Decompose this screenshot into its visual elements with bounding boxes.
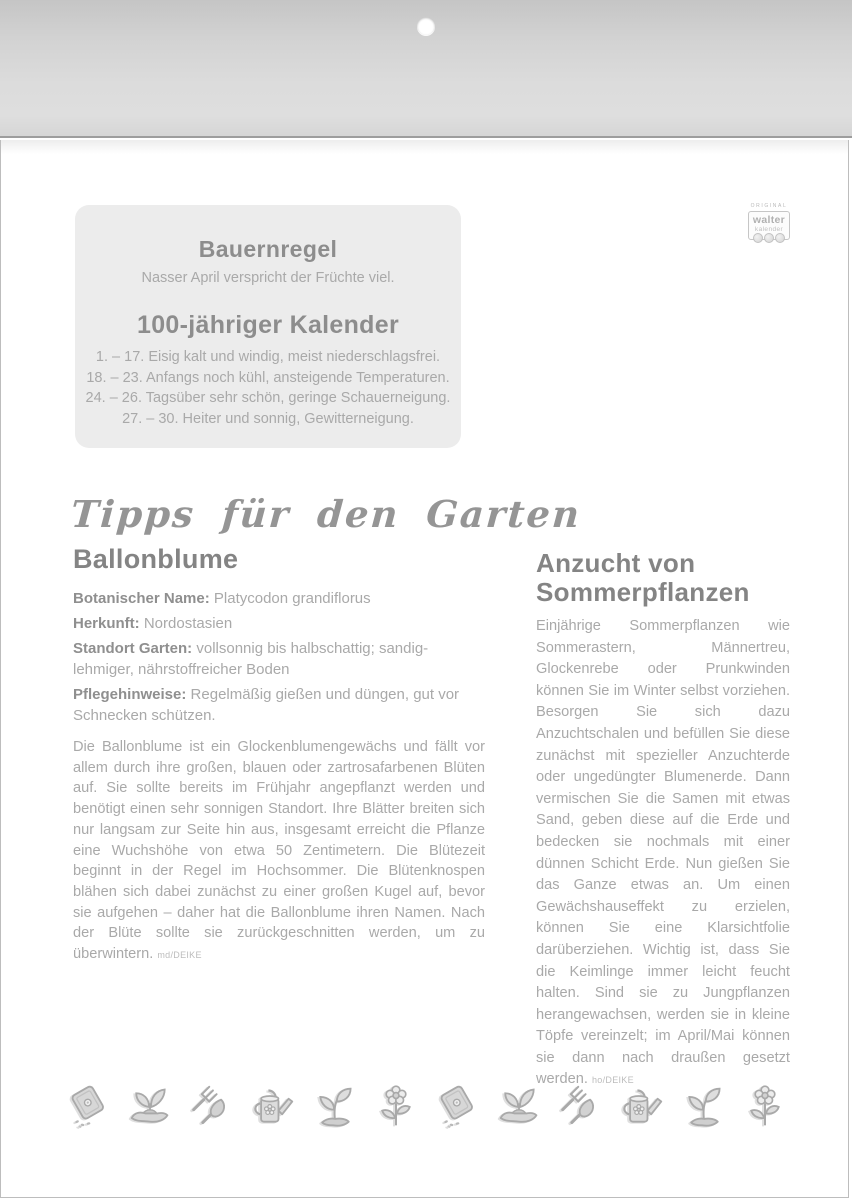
article-title: Anzucht von Sommerpflanzen [536, 548, 750, 607]
fact-value: Regelmäßig gießen und düngen, gut vor Schnecken schützen. [73, 686, 460, 724]
article-body-text: Einjährige Sommerpflanzen wie Sommerastern, Männertreu, Glockenrebe oder Prunkwinden können Sie im Winter selbst vorziehen. Besorgen Sie sich dazu Anzuchtschalen und befüllen Sie diese zunächst mit spezieller Anzuchterde oder ungedüngter Blumenerde. Dann vermischen Sie die Samen mit etwas Sand, geben diese auf die Erde und bedecken sie nochmals mit einer dünnen Schicht Erde. Nun gießen Sie das Ganze etwas an. Um einen Gewächshauseffekt zu erzielen, können Sie eine Klarsichtfolie darüberziehen. Wichtig ist, dass Sie die Keimlinge immer leicht feucht halten. Sind sie zu Jungpflanzen herangewachsen, werden sie in kleine Töpfe vereinzelt; im April/Mai können sie dann nach draußen gesetzt werden. [536, 618, 790, 1088]
garden-tools-icon [190, 1082, 234, 1132]
garden-icon-strip [67, 1082, 787, 1132]
fact-label: Standort Garten: [73, 640, 193, 657]
fact-row [73, 638, 485, 680]
article-title: Ballonblume [73, 544, 239, 574]
article-anzucht [536, 549, 790, 1092]
fact-label: Herkunft: [73, 615, 140, 632]
article-credit: md/DEIKE [157, 950, 202, 961]
walter-kalender-logo [745, 203, 793, 243]
article-ballonblume [73, 544, 485, 730]
forecast-list [75, 347, 461, 429]
logo-brand-sub: kalender [754, 226, 784, 233]
fact-value: Nordostasien [143, 615, 233, 632]
watering-can-icon [251, 1082, 295, 1132]
page-top-shadow [1, 140, 848, 154]
section-title: Tipps für den Garten [69, 492, 583, 536]
fact-row [73, 588, 485, 609]
garden-tools-icon [559, 1082, 603, 1132]
article-credit: ho/DEIKE [591, 1075, 634, 1086]
logo-medal-icons [745, 233, 793, 243]
hand-seedling-icon [128, 1082, 172, 1132]
calendar-back-page [0, 140, 849, 1198]
hand-seedling-icon [497, 1082, 541, 1132]
forecast-line: 27. – 30. Heiter und sonnig, Gewitterneigung. [122, 410, 414, 427]
medal-icon [764, 233, 774, 243]
sprout-icon [313, 1082, 357, 1132]
fact-row [73, 684, 485, 726]
hundred-year-calendar-heading: 100-jähriger Kalender [137, 311, 399, 339]
bauernregel-text: Nasser April verspricht der Früchte viel. [141, 270, 395, 286]
seed-packet-icon [67, 1082, 111, 1132]
seed-packet-icon [436, 1082, 480, 1132]
punch-hole [417, 17, 435, 35]
fact-value: vollsonnig bis halbschattig; sandig-lehmiger, nährstoffreicher Boden [73, 640, 429, 678]
forecast-line: 24. – 26. Tagsüber sehr schön, geringe Schauerneigung. [85, 390, 451, 406]
fact-label: Botanischer Name: [73, 590, 210, 607]
fact-label: Pflegehinweise: [73, 686, 187, 703]
bauernregel-heading: Bauernregel [198, 236, 338, 262]
article-body-text: Die Ballonblume ist ein Glockenblumengewächs und fällt vor allem durch ihre großen, blauen oder zartrosafarbenen Blüten auf. Sie sollte bereits im Frühjahr angepflanzt werden und benötigt einen sehr sonnigen Standort. Ihre Blätter breiten sich nur langsam zur Seite hin aus, insgesamt erreicht die Pflanze eine Wuchshöhe von etwa 50 Zentimetern. Die Blütezeit beginnt in der Regel im Hochsommer. Die Blütenknospen blähen sich dabei zunächst zu einer großen Kugel auf, bevor sie aufgehen – daher hat die Ballonblume ihren Namen. Nach der Blüte sollte sie zurückgeschnitten werden, um zu überwintern. [73, 739, 485, 963]
logo-original-text: ORIGINAL [750, 203, 788, 209]
forecast-line: 18. – 23. Anfangs noch kühl, ansteigende Temperaturen. [86, 369, 450, 386]
fact-row [73, 613, 485, 634]
plant-facts [73, 588, 485, 726]
logo-brand-name: walter [752, 214, 786, 226]
weather-info-box [75, 205, 461, 448]
medal-icon [753, 233, 763, 243]
sprout-icon [682, 1082, 726, 1132]
fact-value: Platycodon grandiflorus [213, 590, 371, 607]
flower-icon [374, 1082, 418, 1132]
medal-icon [775, 233, 785, 243]
flower-icon [743, 1082, 787, 1132]
calendar-top-bar [0, 0, 852, 138]
article-ballonblume-body [73, 737, 485, 966]
watering-can-icon [620, 1082, 664, 1132]
forecast-line: 1. – 17. Eisig kalt und windig, meist niederschlagsfrei. [95, 349, 441, 365]
